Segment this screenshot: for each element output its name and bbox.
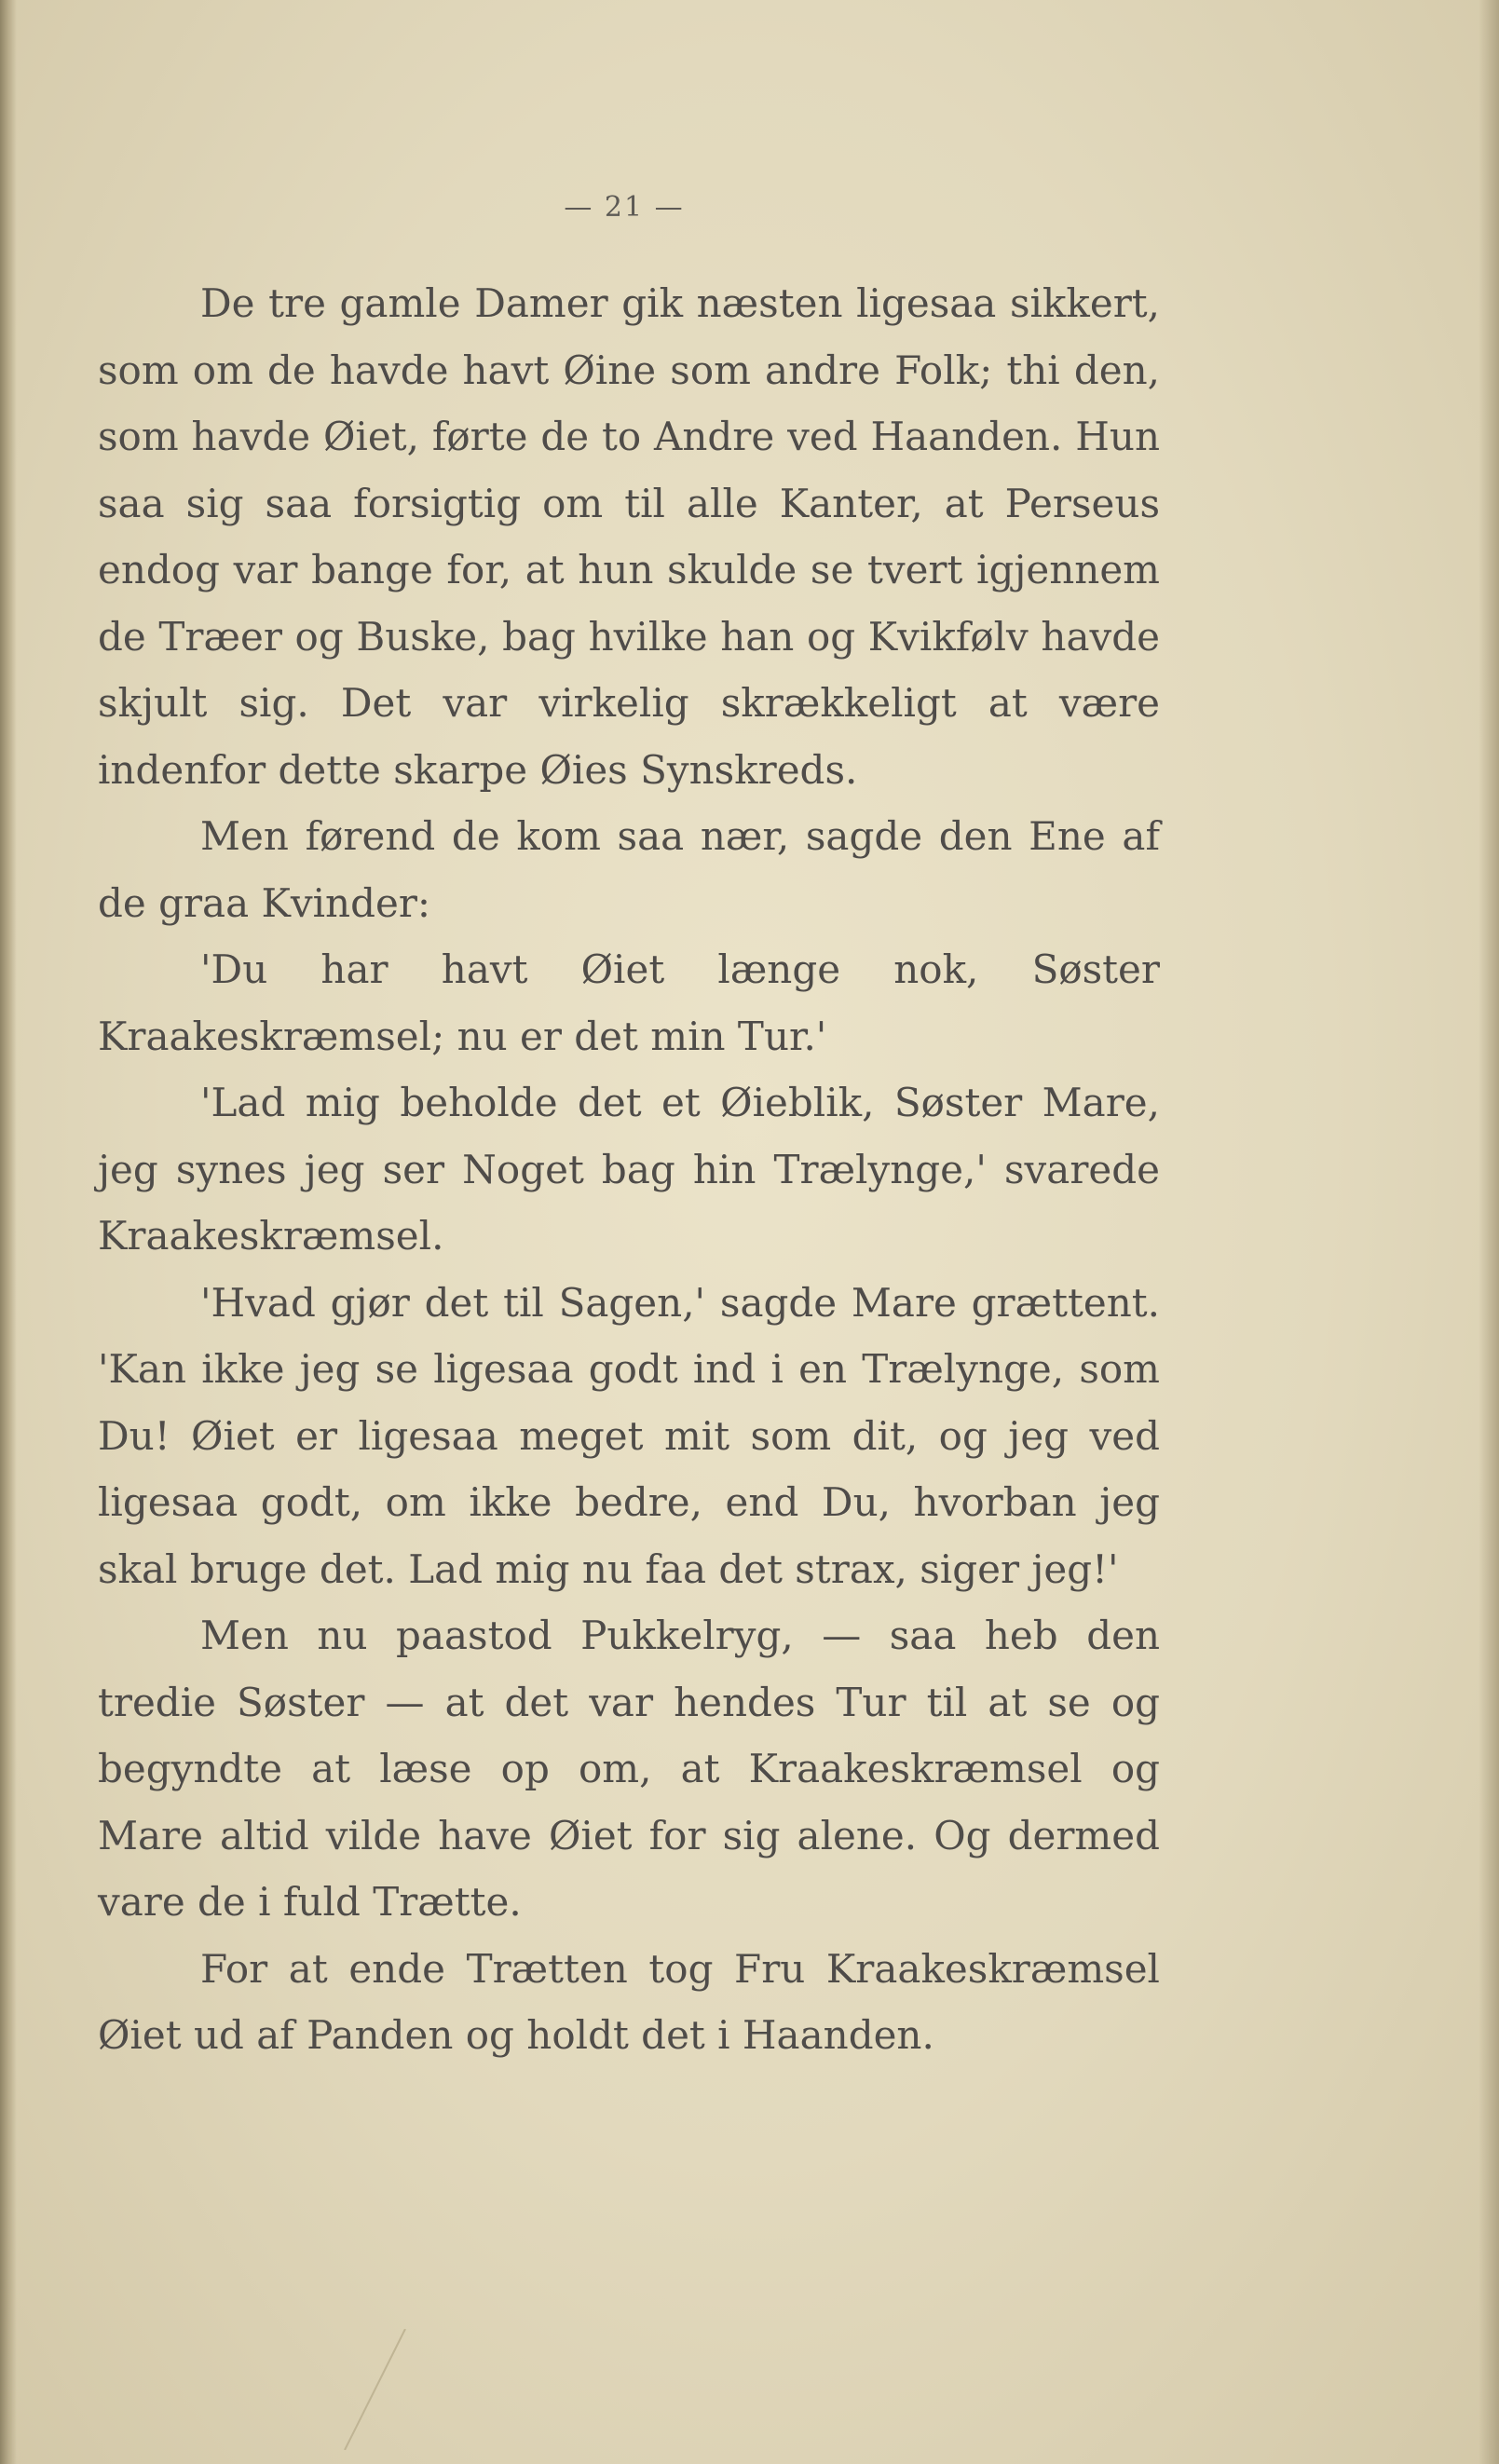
paper-crease-mark xyxy=(335,2329,410,2450)
paragraph: For at ende Trætten tog Fru Kraakeskræmsel Øiet ud af Panden og holdt det i Haanden. xyxy=(98,1945,1160,2058)
paragraph: Men nu paastod Pukkelryg, — saa heb den tredie Søster — at det var hendes Tur til at se og begyndte at læse op om, at Kraakeskræmsel og Mare altid vilde have Øiet for sig alene. Og dermed vare de i fuld Trætte. xyxy=(98,1613,1160,1925)
paragraph: 'Du har havt Øiet længe nok, Søster Kraakeskræmsel; nu er det min Tur.' xyxy=(98,946,1160,1059)
paragraph: 'Hvad gjør det til Sagen,' sagde Mare grættent. 'Kan ikke jeg se ligesaa godt ind i en Trælynge, som Du! Øiet er ligesaa meget mit som dit, og jeg ved ligesaa godt, om ikke bedre, end Du, hvorban jeg skal bruge det. Lad mig nu faa det strax, siger jeg!' xyxy=(98,1279,1160,1592)
page-number: — 21 — xyxy=(564,191,685,224)
paragraph: De tre gamle Damer gik næsten ligesaa sikkert, som om de havde havt Øine som andre Folk; thi den, som havde Øiet, førte de to Andre ved Haanden. Hun saa sig saa forsigtig om til alle Kanter, at Perseus endog var bange for, at hun skulde se tvert igjennem de Træer og Buske, bag hvilke han og Kvikfølv havde skjult sig. Det var virkelig skrækkeligt at være indenfor dette skarpe Øies Synskreds. xyxy=(98,280,1160,793)
paragraph: Men førend de kom saa nær, sagde den Ene af de graa Kvinder: xyxy=(98,813,1160,926)
paragraph: 'Lad mig beholde det et Øieblik, Søster Mare, jeg synes jeg ser Noget bag hin Trælynge,' svarede Kraakeskræmsel. xyxy=(98,1080,1160,1259)
page-text xyxy=(98,270,1160,2069)
